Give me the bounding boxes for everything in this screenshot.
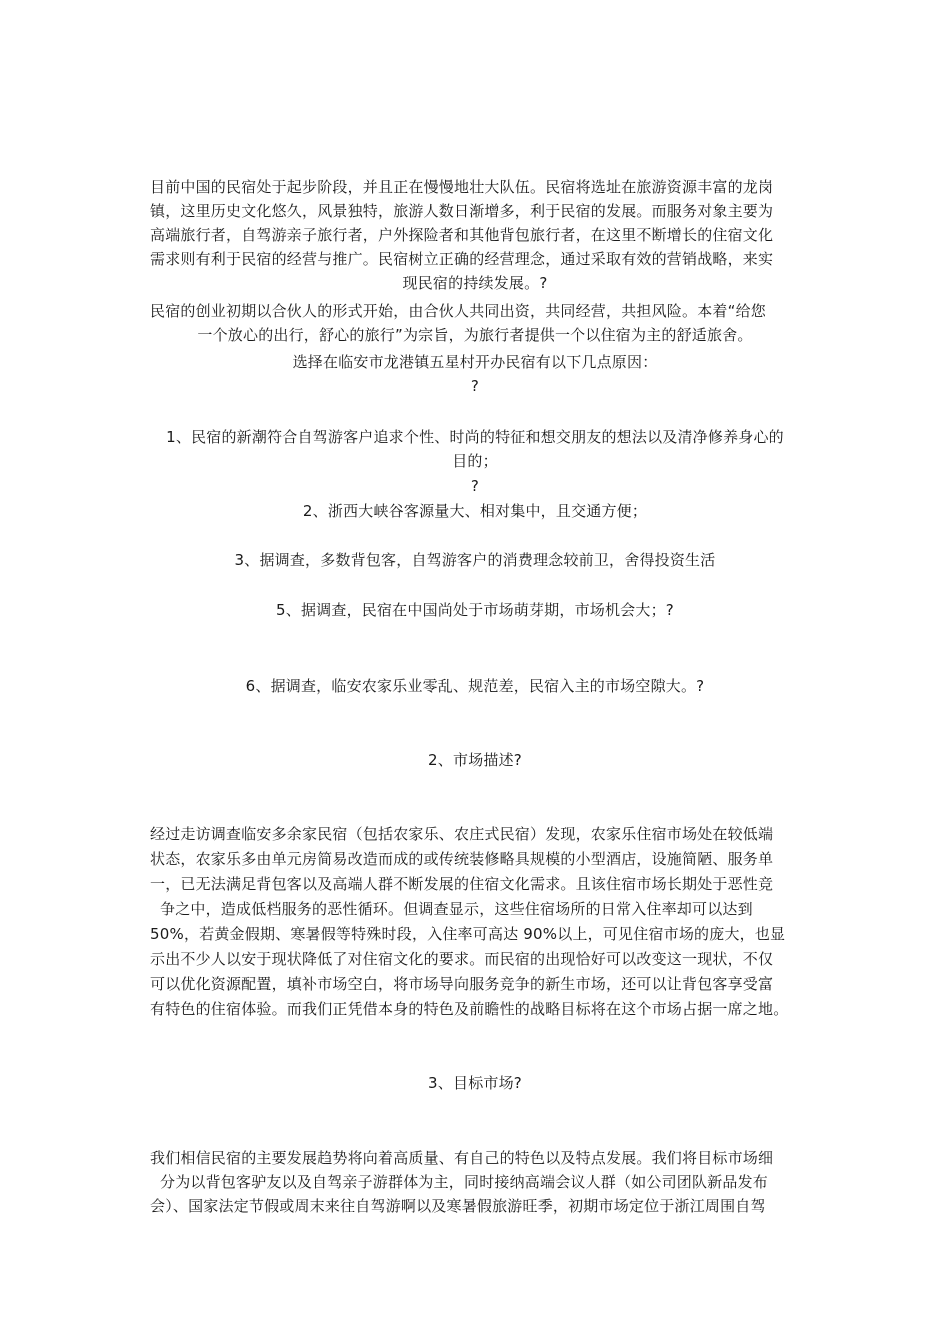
intro-line-4: 需求则有利于民宿的经营与推广。民宿树立正确的经营理念，通过采取有效的营销战略，来实 [150,250,774,268]
reason-2: 2、浙西大峡谷客源量大、相对集中，且交通方便； [302,502,648,520]
market-line-4: 争之中，造成低档服务的恶性循环。但调查显示，这些住宿场所的日常入住率却可以达到 [160,900,753,918]
reason-1-line-1: 1、民宿的新潮符合自驾游客户追求个性、时尚的特征和想交朋友的想法以及清净修养身心的 [166,428,784,446]
market-line-8: 有特色的住宿体验。而我们正凭借本身的特色及前瞻性的战略目标将在这个市场占据一席之地。 [150,1000,789,1018]
founding-line-2: 一个放心的出行，舒心的旅行”为宗旨，为旅行者提供一个以住宿为主的舒适旅舍。 [197,326,753,344]
question-mark-1: ? [470,377,480,395]
question-mark-2: ? [470,477,480,495]
target-line-1: 我们相信民宿的主要发展趋势将向着高质量、有自己的特色以及特点发展。我们将目标市场细 [150,1149,774,1167]
intro-line-5: 现民宿的持续发展。? [402,274,548,292]
market-line-3: 一，已无法满足背包客以及高端人群不断发展的住宿文化需求。且该住宿市场长期处于恶性竞 [150,875,774,893]
market-line-2: 状态，农家乐多由单元房简易改造而成的或传统装修略具规模的小型酒店，设施简陋、服务单 [150,850,774,868]
founding-line-1: 民宿的创业初期以合伙人的形式开始，由合伙人共同出资，共同经营，共担风险。本着“给您 [150,302,766,320]
market-line-1: 经过走访调查临安多余家民宿（包括农家乐、农庄式民宿）发现，农家乐住宿市场处在较低端 [150,825,774,843]
target-line-2: 分为以背包客驴友以及自驾亲子游群体为主，同时接纳高端会议人群（如公司团队新品发布 [160,1173,769,1191]
section-3-heading: 3、目标市场? [428,1074,522,1092]
reason-3: 3、据调查，多数背包客，自驾游客户的消费理念较前卫，舍得投资生活 [234,551,716,569]
market-line-6: 示出不少人以安于现状降低了对住宿文化的要求。而民宿的出现恰好可以改变这一现状，不仅 [150,950,774,968]
reason-6: 6、据调查，临安农家乐业零乱、规范差，民宿入主的市场空隙大。? [245,677,705,695]
market-line-7: 可以优化资源配置，填补市场空白，将市场导向服务竞争的新生市场，还可以让背包客享受富 [150,975,774,993]
reasons-intro: 选择在临安市龙港镇五星村开办民宿有以下几点原因： [292,353,658,371]
intro-line-3: 高端旅行者，自驾游亲子旅行者，户外探险者和其他背包旅行者，在这里不断增长的住宿文化 [150,226,774,244]
intro-line-1: 目前中国的民宿处于起步阶段，并且正在慢慢地壮大队伍。民宿将选址在旅游资源丰富的龙岗 [150,178,774,196]
market-line-5: 50%，若黄金假期、寒暑假等特殊时段，入住率可高达 90%以上，可见住宿市场的庞大，也显 [150,925,786,943]
intro-line-2: 镇，这里历史文化悠久，风景独特，旅游人数日渐增多，利于民宿的发展。而服务对象主要为 [150,202,774,220]
section-2-heading: 2、市场描述? [428,751,522,769]
reason-1-line-2: 目的； [452,452,498,470]
reason-5: 5、据调查，民宿在中国尚处于市场萌芽期，市场机会大；? [276,601,674,619]
target-line-3: 会）、国家法定节假或周末来往自驾游啊以及寒暑假旅游旺季，初期市场定位于浙江周围自驾 [150,1197,766,1215]
